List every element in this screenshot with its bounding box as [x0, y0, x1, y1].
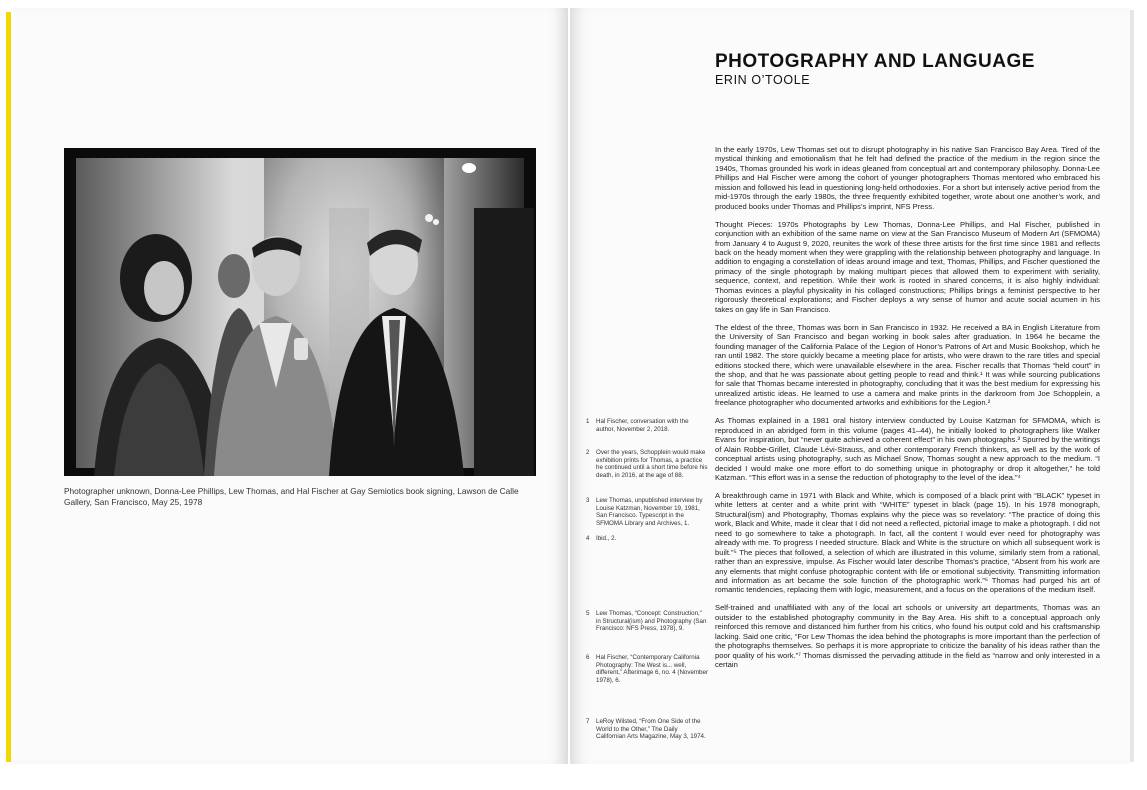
body-paragraph-2: Thought Pieces: 1970s Photographs by Lew Thomas, Donna-Lee Phillips, and Hal Fischer, published in conjunction with an exhibition of the same name on view at the San Francisco Museum of Modern Art (SFMOMA) from January 4 to August 9, 2020, reunites the work of these three artists for the first time since 1981 and reflects back on the heady moment when they were grappling with the relationship between photography and language. In addition to engaging a constellation of ideas around image and text, Thomas, Phillips, and Fischer questioned the primacy of the single photograph by making multipart pieces that allowed them to experiment with seriality, sequence, context, and repetition. While their work is rooted in shared concerns, it is also highly individual: Thomas evinces a playful physicality in his collaged constructions; Phillips brings a feminist perspective to her rigorously theoretical explorations; and Fischer deploys a wry sense of humor and acute social acumen in his takes on gay life in San Francisco.: [715, 219, 1100, 314]
footnote-number: 5: [586, 610, 590, 617]
footnote-number: 3: [586, 497, 590, 504]
footnote-4: [586, 535, 708, 543]
footnote-text: Lew Thomas, “Concept: Construction,” in Structural(ism) and Photography (San Francisco: NFS Press, 1978), 9.: [596, 610, 707, 633]
footnote-text: LeRoy Wilsted, “From One Side of the World to the Other,” The Daily Californian Arts Magazine, May 3, 1974.: [596, 718, 706, 741]
footnote-number: 1: [586, 418, 590, 425]
article-title: PHOTOGRAPHY AND LANGUAGE: [715, 51, 1035, 72]
footnote-text: Hal Fischer, “Contemporary California Photography: The West is... well, different,” Afterimage 6, no. 4 (November 1978), 6.: [596, 654, 709, 685]
footnote-2: [586, 449, 708, 480]
footnote-text: Hal Fischer, conversation with the author, November 2, 2018.: [596, 418, 689, 433]
body-paragraph-4: As Thomas explained in a 1981 oral history interview conducted by Louise Katzman for SFMOMA, which is reproduced in an abridged form in this volume (pages 41–44), he initially looked to photographers like Walker Evans for inspiration, but “never quite achieved a coherent effect” in his own photographs.³ Spurred by the writings of Alain Robbe-Grillet, Claude Lévi-Strauss, and other contemporary French thinkers, as well as by the work of conceptual artists using photography, such as Michael Snow, Thomas sought a new approach to the medium. “I decided I would make one more effort to do something unique in photography or drop it altogether,” he told Katzman. “This effort was in a sense the reduction of photography to the level of the idea.”⁴: [715, 416, 1100, 482]
photo-caption: Photographer unknown, Donna-Lee Phillips, Lew Thomas, and Hal Fischer at Gay Semiotics book signing, Lawson de Calle Gallery, San Francisco, May 25, 1978: [64, 486, 519, 507]
footnote-number: 4: [586, 535, 590, 542]
footnote-6: [586, 654, 708, 685]
body-paragraph-5: A breakthrough came in 1971 with Black and White, which is composed of a black print with “BLACK” typeset in white letters at center and a white print with “WHITE” typeset in black (page 15). In his 1978 monograph, Structural(ism) and Photography, Thomas explains why the piece was so revelatory: “The practice of doing this work, Black and White, made it clear that I did not need a reflected, pictorial image to make a photograph. I did not need to go somewhere to take a photograph. In fact, all the content I would ever need for photography was already with me. To progress I needed structure. Black and White is the structure on which all subsequent work is built.”⁵ The pieces that followed, a selection of which are illustrated in this volume, similarly stem from a rational, rather than an expressive, impulse. As Fischer would later describe Thomas’s practice, “Absent from his work are any elements that might confuse photographic content with life or emotional subjectivity. Transmitting information and information as art became the sole function of the photographic work.”⁶ Thomas had purged his art of romantic tendencies, replacing them with logic, measurement, and a focus on the operations of the medium itself.: [715, 490, 1100, 595]
photograph: [64, 148, 536, 476]
footnote-number: 6: [586, 654, 590, 661]
body-paragraph-1: In the early 1970s, Lew Thomas set out to disrupt photography in his native San Francisco Bay Area. Tired of the mystical thinking and emotionalism that he felt had defined the practice of the medium in the region since the 1940s, Thomas grounded his work in ideas gleaned from conceptual art and contemporary philosophy. Donna-Lee Phillips and Hal Fischer were among the cohort of younger photographers Thomas mentored who embraced his mission and followed his lead in questioning long-held orthodoxies. For a short but intensely active period from the mid-1970s through the early 1980s, the three frequently exhibited together, wrote about one another’s work, and produced books under Thomas and Phillips’s imprint, NFS Press.: [715, 145, 1100, 211]
footnote-5: [586, 610, 708, 633]
footnote-text: Ibid., 2.: [596, 535, 617, 542]
body-paragraph-3: The eldest of the three, Thomas was born in San Francisco in 1932. He received a BA in English Literature from the University of San Francisco and began working in book sales after graduation. In 1964 he became the founding manager of the California Palace of the Legion of Honor’s Patrons of Art and Music Bookshop, which he ran until 1982. The store quickly became a meeting place for artists, who were drawn to the rare titles and special editions stocked there, which were unavailable elsewhere in the area. Fischer recalls that Thomas “held court” in the shop, and that he was passionate about getting people to read and think.¹ It was while sourcing publications for sale that Thomas became interested in photography, concluding that it was the best medium for expressing his unrealized artistic ideas. He learned to use a camera and make prints in the darkroom from Joe Schopplein, a freelance photographer who documented artworks and exhibitions for the Legion.²: [715, 322, 1100, 408]
footnote-1: [586, 418, 708, 433]
footnote-number: 7: [586, 718, 590, 725]
footnote-7: [586, 718, 708, 741]
article-body: [715, 145, 1100, 678]
footnote-text: Over the years, Schopplein would make exhibition prints for Thomas, a practice he continued until a short time before his death, in 2016, at the age of 88.: [596, 449, 708, 480]
footnote-number: 2: [586, 449, 590, 456]
footnote-3: [586, 497, 708, 528]
article-author: ERIN O’TOOLE: [715, 73, 811, 87]
photograph-image: [64, 148, 536, 476]
footnote-text: Lew Thomas, unpublished interview by Louise Katzman, November 19, 1981, San Francisco. Typescript in the SFMOMA Library and Archives, 1.: [596, 497, 703, 528]
body-paragraph-6: Self-trained and unaffiliated with any of the local art schools or university art departments, Thomas was an outsider to the established photography community in the Bay Area. His shift to a conceptual approach only reinforced this remove and distanced him further from his critics, who found his output cold and his craftsmanship lacking. Said one critic, “For Lew Thomas the idea behind the photographs is more important than the perfection of the photographs themselves. So perhaps it is more appropriate to criticize the banality of his ideas rather than the poor quality of his work.”⁷ Thomas dismissed the pervading attitude in the field as “narrow and only interested in a certain: [715, 603, 1100, 670]
